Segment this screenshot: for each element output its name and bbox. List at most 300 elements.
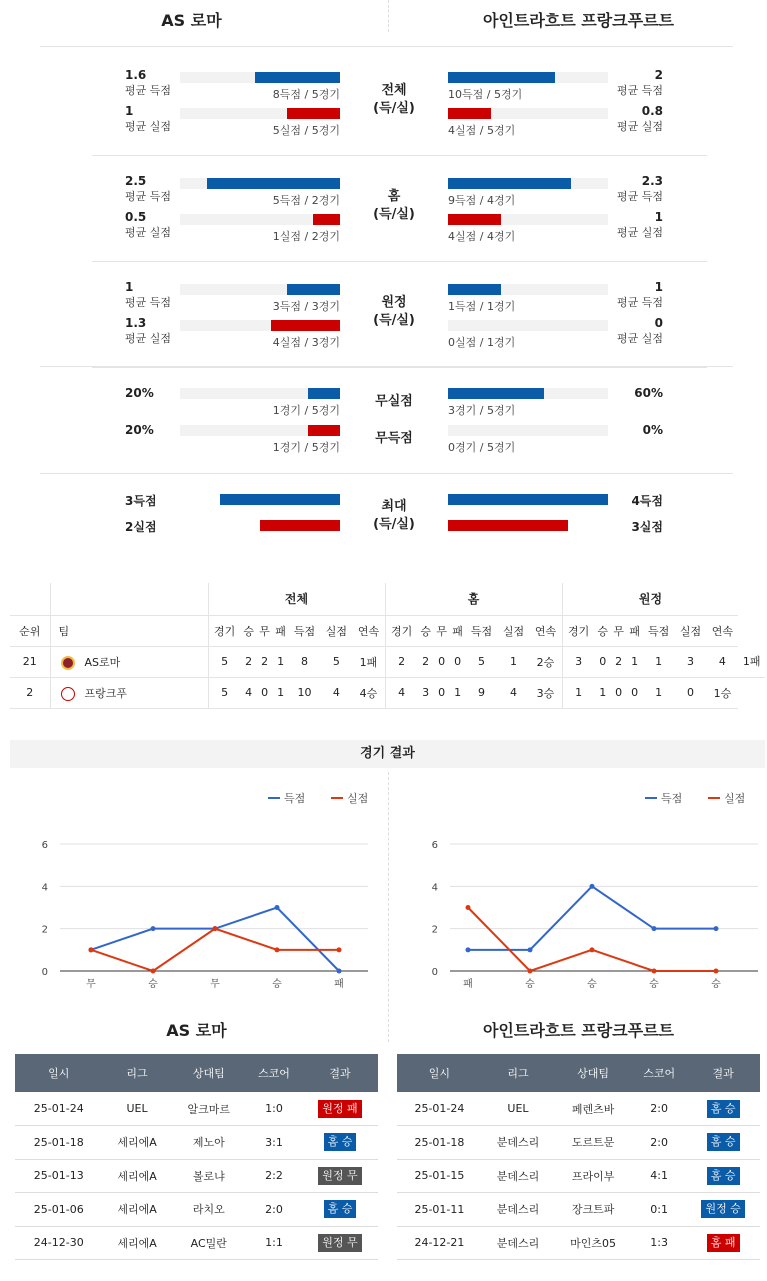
ranking-cell: 2 — [241, 646, 257, 677]
results-header-cell: 리그 — [482, 1054, 554, 1092]
result-badge: 원정 승 — [701, 1200, 744, 1218]
away-stat-value: 1 — [654, 280, 663, 294]
ranking-blank — [50, 583, 208, 615]
away-stat-count: 10득점 / 5경기 — [448, 88, 523, 101]
ranking-cell: 4 — [241, 677, 257, 708]
home-stat-track — [180, 178, 340, 189]
ranking-header-cell: 승 — [241, 615, 257, 646]
away-stat-bar — [448, 178, 571, 189]
series-line-득점 — [91, 908, 339, 972]
result-league: 분데스리 — [482, 1193, 554, 1227]
result-league: UEL — [482, 1092, 554, 1126]
result-league: 분데스리 — [482, 1159, 554, 1193]
result-score: 2:0 — [246, 1193, 302, 1227]
ranking-cell: 2 — [385, 646, 418, 677]
ranking-group-2: 원정 — [562, 583, 738, 615]
result-row[interactable] — [15, 1126, 378, 1160]
legend-label: 실점 — [347, 792, 369, 805]
ranking-team-name: 프랑크푸 — [84, 686, 128, 700]
clean-label: 무득점 — [375, 431, 413, 446]
header-divider — [388, 0, 389, 32]
ranking-header-cell: 패 — [273, 615, 289, 646]
data-point — [466, 905, 471, 910]
result-row[interactable] — [15, 1226, 378, 1260]
result-row[interactable] — [397, 1226, 760, 1260]
roma-logo-icon — [61, 656, 75, 670]
ranking-header-cell: 패 — [450, 615, 466, 646]
x-tick-label: 패 — [463, 979, 473, 990]
charts-divider — [388, 772, 389, 1042]
home-max-conceded: 2실점 — [125, 520, 157, 534]
home-stat-bar — [207, 178, 340, 189]
ranking-header-cell: 연속 — [352, 615, 385, 646]
away-clean-value: 60% — [634, 386, 663, 400]
clean-divider — [40, 366, 733, 367]
x-tick-label: 승 — [148, 979, 158, 990]
top-divider — [40, 46, 733, 47]
result-cell — [302, 1193, 378, 1227]
ranking-cell: 0 — [595, 646, 611, 677]
home-stat-value: 1.6 — [125, 68, 147, 82]
away-team-title: 아인트라흐트 프랑크푸르트 — [482, 11, 675, 30]
ranking-team-name: AS로마 — [84, 655, 121, 669]
data-point — [714, 969, 719, 974]
result-opponent: 볼로냐 — [172, 1159, 247, 1193]
results-header-cell: 일시 — [15, 1054, 103, 1092]
x-tick-label: 무 — [210, 979, 220, 990]
ranking-header-cell: 승 — [595, 615, 611, 646]
result-score: 2:2 — [246, 1159, 302, 1193]
data-point — [528, 947, 533, 952]
result-score: 1:1 — [246, 1226, 302, 1260]
result-opponent: 라치오 — [172, 1193, 247, 1227]
data-point — [652, 926, 657, 931]
home-stat-bar — [287, 108, 340, 119]
results-header-cell: 스코어 — [246, 1054, 302, 1092]
result-cell — [302, 1126, 378, 1160]
result-opponent: 도르트문 — [554, 1126, 632, 1160]
result-score: 2:0 — [632, 1126, 686, 1160]
away-stat-bar — [448, 108, 491, 119]
ranking-cell: 1 — [450, 677, 466, 708]
result-badge: 홈 승 — [707, 1133, 740, 1151]
result-row[interactable] — [15, 1193, 378, 1227]
results-header-cell: 일시 — [397, 1054, 482, 1092]
result-cell — [686, 1092, 760, 1126]
section-label: 전체 (득/실) — [373, 83, 415, 116]
y-tick-label: 6 — [431, 840, 438, 851]
ranking-cell: 1 — [498, 646, 530, 677]
data-point — [151, 969, 156, 974]
home-stat-count: 5실점 / 5경기 — [272, 124, 340, 137]
result-cell — [686, 1226, 760, 1260]
legend-label: 득점 — [284, 792, 306, 805]
ranking-cell: 3 — [562, 646, 595, 677]
section-divider — [92, 155, 707, 156]
result-cell — [686, 1193, 760, 1227]
result-badge: 홈 승 — [324, 1200, 357, 1218]
home-stat-track — [180, 72, 340, 83]
ranking-cell: 4 — [385, 677, 418, 708]
x-tick-label: 승 — [525, 979, 535, 990]
results-header-cell: 리그 — [103, 1054, 172, 1092]
data-point — [590, 884, 595, 889]
data-point — [337, 969, 342, 974]
ranking-header-cell: 실점 — [498, 615, 530, 646]
result-league: 세리에A — [103, 1193, 172, 1227]
ranking-cell: 1패 — [352, 646, 385, 677]
result-date: 24-12-21 — [397, 1226, 482, 1260]
away-stat-label: 평균 실점 — [616, 120, 663, 133]
ranking-cell: 0 — [627, 677, 643, 708]
home-stat-bar — [287, 284, 340, 295]
max-label: 최대 (득/실) — [373, 499, 415, 532]
home-stat-value: 2.5 — [125, 174, 147, 188]
away-clean-track — [448, 425, 608, 436]
home-clean-bar — [308, 388, 340, 399]
result-opponent: 제노아 — [172, 1126, 247, 1160]
away-stat-track — [448, 284, 608, 295]
ranking-header-cell: 무 — [611, 615, 627, 646]
ranking-cell: 2 — [611, 646, 627, 677]
ranking-header-cell: 득점 — [643, 615, 675, 646]
away-max-bar — [448, 520, 568, 531]
result-badge: 홈 승 — [707, 1167, 740, 1185]
ranking-header-cell: 연속 — [706, 615, 738, 646]
ranking-rank: 2 — [10, 677, 50, 708]
away-stat-bar — [448, 214, 501, 225]
ranking-cell: 4 — [706, 646, 738, 677]
ranking-header-cell: 승 — [418, 615, 434, 646]
home-clean-track — [180, 425, 340, 436]
result-row[interactable] — [15, 1092, 378, 1126]
result-date: 25-01-24 — [397, 1092, 482, 1126]
data-point — [714, 926, 719, 931]
result-score: 4:1 — [632, 1159, 686, 1193]
ranking-header-cell: 무 — [257, 615, 273, 646]
away-stat-count: 0실점 / 1경기 — [448, 336, 516, 349]
away-stat-label: 평균 실점 — [616, 226, 663, 239]
y-tick-label: 4 — [41, 882, 48, 894]
away-results-title: 아인트라흐트 프랑크푸르트 — [482, 1021, 675, 1040]
result-score: 3:1 — [246, 1126, 302, 1160]
away-clean-count: 0경기 / 5경기 — [448, 441, 516, 454]
ranking-cell: 2 — [257, 646, 273, 677]
results-line-chart — [0, 790, 377, 990]
home-stat-bar — [313, 214, 340, 225]
results-header-cell: 상대팀 — [554, 1054, 632, 1092]
ranking-header-cell: 팀 — [50, 615, 208, 646]
ranking-header-cell: 패 — [627, 615, 643, 646]
result-cell — [302, 1159, 378, 1193]
ranking-header-cell: 경기 — [385, 615, 418, 646]
ranking-header-cell: 득점 — [466, 615, 498, 646]
home-clean-track — [180, 388, 340, 399]
result-badge: 홈 승 — [324, 1133, 357, 1151]
away-stat-label: 평균 득점 — [616, 190, 663, 203]
ranking-blank — [10, 583, 50, 615]
result-opponent: AC밀란 — [172, 1226, 247, 1260]
ranking-cell: 10 — [289, 677, 321, 708]
y-tick-label: 2 — [41, 924, 48, 936]
legend-label: 득점 — [661, 792, 683, 805]
ranking-cell: 0 — [257, 677, 273, 708]
away-stat-value: 0.8 — [641, 104, 663, 118]
ranking-header-cell: 경기 — [562, 615, 595, 646]
data-point — [151, 926, 156, 931]
away-max-scored: 4득점 — [631, 494, 663, 508]
away-stat-track — [448, 72, 608, 83]
home-stat-label: 평균 실점 — [125, 120, 172, 133]
x-tick-label: 승 — [649, 979, 659, 990]
result-badge: 홈 승 — [707, 1100, 740, 1118]
result-league: 분데스리 — [482, 1126, 554, 1160]
result-row[interactable] — [397, 1092, 760, 1126]
ranking-header-cell: 실점 — [675, 615, 707, 646]
result-score: 1:0 — [246, 1092, 302, 1126]
x-tick-label: 승 — [587, 979, 597, 990]
home-stat-bar — [255, 72, 340, 83]
result-date: 25-01-13 — [15, 1159, 103, 1193]
result-badge: 원정 무 — [318, 1167, 361, 1185]
result-league: 세리에A — [103, 1159, 172, 1193]
section-divider — [92, 367, 707, 368]
away-stat-value: 2.3 — [641, 174, 663, 188]
ranking-cell: 5 — [466, 646, 498, 677]
result-date: 25-01-15 — [397, 1159, 482, 1193]
result-league: 세리에A — [103, 1226, 172, 1260]
data-point — [337, 947, 342, 952]
result-badge: 원정 패 — [318, 1100, 361, 1118]
home-clean-count: 1경기 / 5경기 — [272, 441, 340, 454]
away-stat-track — [448, 108, 608, 119]
data-point — [590, 947, 595, 952]
x-tick-label: 패 — [334, 979, 344, 990]
home-max-scored: 3득점 — [125, 494, 157, 508]
result-row[interactable] — [15, 1159, 378, 1193]
away-stat-value: 0 — [654, 316, 663, 330]
ranking-cell: 1 — [627, 646, 643, 677]
result-date: 25-01-18 — [15, 1126, 103, 1160]
data-point — [275, 905, 280, 910]
home-clean-bar — [308, 425, 340, 436]
results-header-cell: 결과 — [686, 1054, 760, 1092]
ranking-cell: 4승 — [352, 677, 385, 708]
away-stat-count: 1득점 / 1경기 — [448, 300, 516, 313]
data-point — [528, 969, 533, 974]
ranking-cell: 0 — [611, 677, 627, 708]
section-divider — [92, 261, 707, 262]
result-score: 2:0 — [632, 1092, 686, 1126]
section-label: 원정 (득/실) — [373, 295, 415, 328]
ranking-cell: 3 — [418, 677, 434, 708]
ranking-cell: 1 — [643, 677, 675, 708]
results-header-cell: 결과 — [302, 1054, 378, 1092]
result-cell — [302, 1092, 378, 1126]
ranking-cell: 4 — [320, 677, 352, 708]
ranking-row — [10, 646, 765, 677]
data-point — [275, 947, 280, 952]
away-stat-label: 평균 득점 — [616, 296, 663, 309]
y-tick-label: 4 — [431, 882, 438, 894]
result-score: 0:1 — [632, 1193, 686, 1227]
ranking-cell: 0 — [434, 646, 450, 677]
ranking-cell: 2 — [418, 646, 434, 677]
away-stat-count: 9득점 / 4경기 — [448, 194, 516, 207]
ranking-cell: 5 — [208, 646, 241, 677]
ranking-cell: 9 — [466, 677, 498, 708]
result-row[interactable] — [397, 1159, 760, 1193]
result-date: 25-01-24 — [15, 1092, 103, 1126]
results-line-chart — [390, 790, 767, 990]
x-tick-label: 무 — [86, 979, 96, 990]
ranking-rank: 21 — [10, 646, 50, 677]
ranking-header-cell: 무 — [434, 615, 450, 646]
away-stat-label: 평균 실점 — [616, 332, 663, 345]
ranking-group-0: 전체 — [208, 583, 385, 615]
ranking-cell: 5 — [208, 677, 241, 708]
y-tick-label: 2 — [431, 924, 438, 936]
result-date: 25-01-06 — [15, 1193, 103, 1227]
ranking-cell: 4 — [498, 677, 530, 708]
result-cell — [686, 1126, 760, 1160]
ranking-cell: 1 — [562, 677, 595, 708]
data-point — [652, 969, 657, 974]
home-clean-count: 1경기 / 5경기 — [272, 404, 340, 417]
series-line-득점 — [468, 886, 716, 950]
result-league: 분데스리 — [482, 1226, 554, 1260]
ranking-cell: 8 — [289, 646, 321, 677]
home-stat-count: 3득점 / 3경기 — [272, 300, 340, 313]
ranking-header-cell: 순위 — [10, 615, 50, 646]
result-opponent: 프라이부 — [554, 1159, 632, 1193]
section-label: 홈 (득/실) — [373, 189, 415, 222]
home-stat-count: 8득점 / 5경기 — [272, 88, 340, 101]
result-cell — [686, 1159, 760, 1193]
ranking-header-cell: 득점 — [289, 615, 321, 646]
ranking-cell: 1 — [273, 646, 289, 677]
away-results-table — [397, 1054, 760, 1260]
away-stat-count: 4실점 / 5경기 — [448, 124, 516, 137]
home-results-title: AS 로마 — [166, 1021, 227, 1040]
away-stat-track — [448, 320, 608, 331]
result-row[interactable] — [397, 1193, 760, 1227]
ranking-cell: 2승 — [529, 646, 562, 677]
series-line-실점 — [91, 929, 339, 971]
series-line-실점 — [468, 908, 716, 972]
away-stat-track — [448, 214, 608, 225]
data-point — [213, 926, 218, 931]
ranking-header-cell: 실점 — [320, 615, 352, 646]
away-stat-bar — [448, 284, 501, 295]
home-stat-count: 5득점 / 2경기 — [272, 194, 340, 207]
away-clean-track — [448, 388, 608, 399]
away-clean-value: 0% — [642, 423, 663, 437]
away-stat-value: 1 — [654, 210, 663, 224]
y-tick-label: 6 — [41, 840, 48, 851]
away-stat-value: 2 — [654, 68, 663, 82]
ranking-cell: 1패 — [738, 646, 765, 677]
result-badge: 원정 무 — [318, 1234, 361, 1252]
home-stat-bar — [271, 320, 340, 331]
result-opponent: 페렌츠바 — [554, 1092, 632, 1126]
max-divider — [40, 473, 733, 474]
home-stat-track — [180, 320, 340, 331]
ranking-team[interactable] — [50, 646, 208, 677]
ranking-header-cell: 연속 — [529, 615, 562, 646]
away-stat-count: 4실점 / 4경기 — [448, 230, 516, 243]
home-stat-count: 4실점 / 3경기 — [272, 336, 340, 349]
x-tick-label: 승 — [711, 979, 721, 990]
results-section-title: 경기 결과 — [10, 740, 765, 768]
eintracht-logo-icon — [61, 687, 75, 701]
away-stat-bar — [448, 72, 555, 83]
ranking-cell: 1 — [595, 677, 611, 708]
result-row[interactable] — [397, 1126, 760, 1160]
home-stat-label: 평균 실점 — [125, 226, 172, 239]
results-header-cell: 상대팀 — [172, 1054, 247, 1092]
home-stat-track — [180, 108, 340, 119]
result-opponent: 장크트파 — [554, 1193, 632, 1227]
result-date: 24-12-30 — [15, 1226, 103, 1260]
data-point — [466, 947, 471, 952]
results-header-cell: 스코어 — [632, 1054, 686, 1092]
ranking-header-cell: 경기 — [208, 615, 241, 646]
away-max-bar — [448, 494, 608, 505]
home-stat-value: 1.3 — [125, 316, 147, 330]
home-max-bar — [220, 494, 340, 505]
home-stat-label: 평균 득점 — [125, 84, 172, 97]
result-cell — [302, 1226, 378, 1260]
ranking-cell: 0 — [675, 677, 707, 708]
clean-label: 무실점 — [375, 394, 413, 409]
home-clean-value: 20% — [125, 423, 154, 437]
ranking-table — [10, 583, 765, 709]
home-team-title: AS 로마 — [161, 11, 222, 30]
x-tick-label: 승 — [272, 979, 282, 990]
home-stat-label: 평균 실점 — [125, 332, 172, 345]
away-max-conceded: 3실점 — [631, 520, 663, 534]
results-header-row — [397, 1054, 760, 1092]
home-stat-track — [180, 214, 340, 225]
ranking-header-row — [10, 615, 765, 646]
away-clean-bar — [448, 388, 544, 399]
data-point — [89, 947, 94, 952]
home-stat-value: 1 — [125, 280, 134, 294]
y-tick-label: 0 — [431, 967, 438, 978]
result-badge: 홈 패 — [707, 1234, 740, 1252]
result-date: 25-01-18 — [397, 1126, 482, 1160]
home-stat-value: 0.5 — [125, 210, 147, 224]
ranking-cell: 5 — [320, 646, 352, 677]
result-date: 25-01-11 — [397, 1193, 482, 1227]
home-stat-track — [180, 284, 340, 295]
home-results-table — [15, 1054, 378, 1260]
home-stat-label: 평균 득점 — [125, 190, 172, 203]
home-max-bar — [260, 520, 340, 531]
result-score: 1:3 — [632, 1226, 686, 1260]
ranking-row — [10, 677, 765, 708]
legend-label: 실점 — [724, 792, 746, 805]
away-clean-count: 3경기 / 5경기 — [448, 404, 516, 417]
home-stat-label: 평균 득점 — [125, 296, 172, 309]
result-opponent: 마인츠05 — [554, 1226, 632, 1260]
ranking-group-1: 홈 — [385, 583, 562, 615]
ranking-team[interactable] — [50, 677, 208, 708]
away-stat-label: 평균 득점 — [616, 84, 663, 97]
result-opponent: 알크마르 — [172, 1092, 247, 1126]
ranking-cell: 1승 — [706, 677, 738, 708]
